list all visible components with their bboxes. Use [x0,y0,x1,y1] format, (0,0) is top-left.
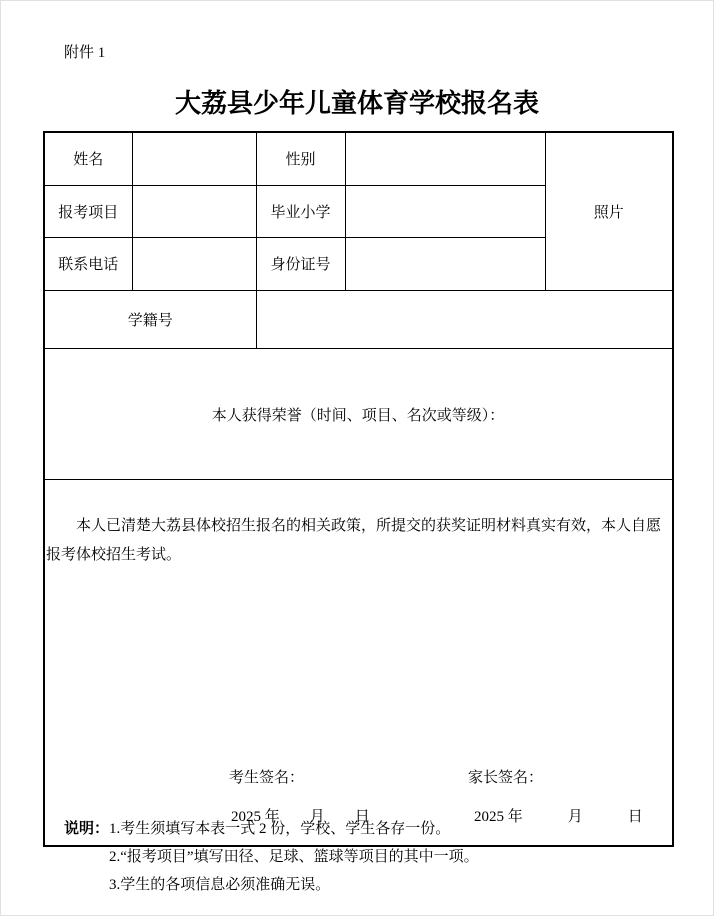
table-row [44,132,673,185]
photo-cell[interactable]: 照片 [545,132,673,290]
attachment-label: 附件 1 [64,45,106,61]
parent-signature-label[interactable]: 家长签名： [468,769,544,786]
school-input-cell[interactable] [345,185,545,237]
notes-heading: 说明： [64,821,110,837]
statement-box [45,512,672,845]
note-item-3: 3.学生的各项信息必须准确无误。 [109,877,331,893]
school-label: 毕业小学 [256,185,345,237]
statement-text: 本人已清楚大荔县体校招生报名的相关政策，所提交的获奖证明材料真实有效，本人自愿报考体校招生考试。 [46,517,662,563]
table-row [44,290,673,348]
gender-label: 性别 [256,132,345,185]
name-label: 姓名 [44,132,132,185]
student-signature-label[interactable]: 考生签名： [229,769,305,786]
id-number-input-cell[interactable] [345,237,545,290]
note-item-2: 2.“报考项目”填写田径、足球、篮球等项目的其中一项。 [109,849,479,865]
program-input-cell[interactable] [132,185,256,237]
page-title: 大荔县少年儿童体育学校报名表 [174,88,539,118]
statement-cell [44,479,673,846]
registration-table [43,131,674,847]
notes-section [64,815,479,899]
phone-label: 联系电话 [44,237,132,290]
name-input-cell[interactable] [132,132,256,185]
table-row [44,479,673,846]
program-label: 报考项目 [44,185,132,237]
student-id-input-cell[interactable] [256,290,673,348]
student-signature-date[interactable]: 2025 年 月 日 [231,808,370,825]
gender-input-cell[interactable] [345,132,545,185]
student-id-label: 学籍号 [44,290,256,348]
id-number-label: 身份证号 [256,237,345,290]
parent-signature-date[interactable]: 2025 年 月 日 [474,808,643,825]
note-item-1: 1.考生须填写本表一式 2 份，学校、学生各存一份。 [109,821,451,837]
table-row [44,348,673,479]
note-line-1 [64,815,479,843]
honors-cell[interactable] [44,348,673,479]
honors-label: 本人获得荣誉（时间、项目、名次或等级）： [211,407,505,424]
phone-input-cell[interactable] [132,237,256,290]
